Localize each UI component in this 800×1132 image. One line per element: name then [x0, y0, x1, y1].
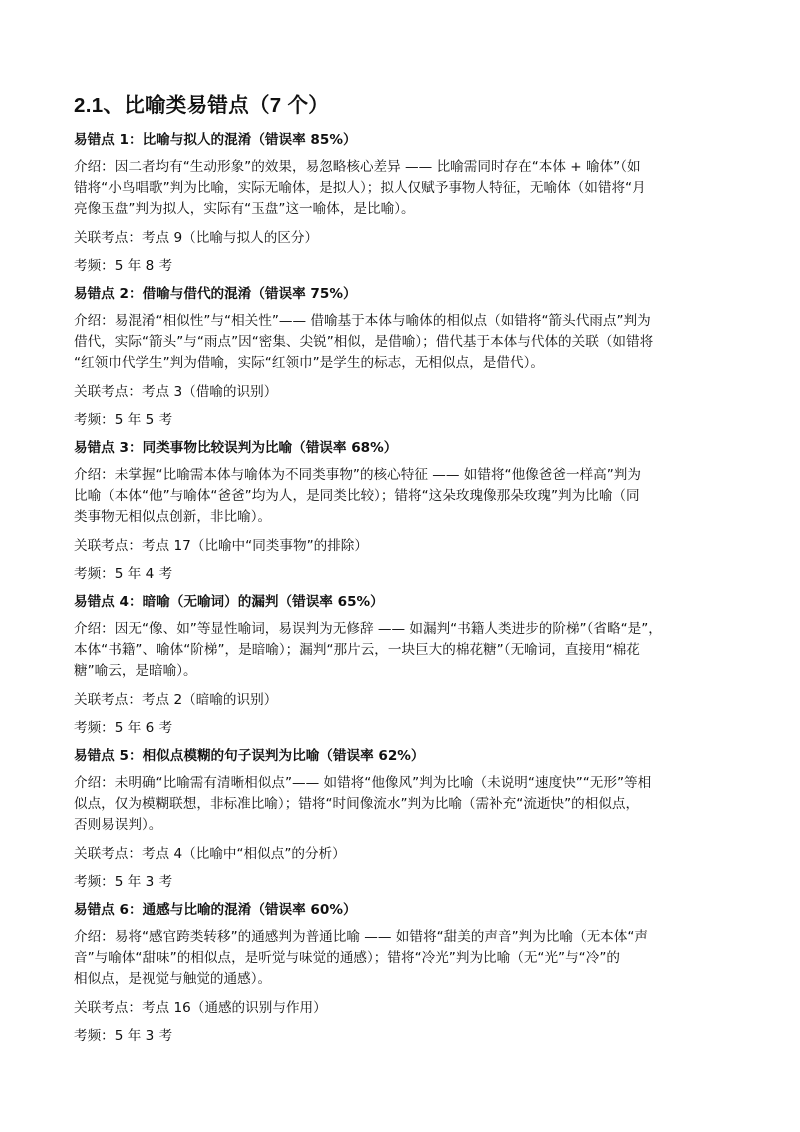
point-related: 关联考点：考点 16（通感的识别与作用） [74, 1000, 327, 1016]
point-related: 关联考点：考点 9（比喻与拟人的区分） [74, 230, 319, 246]
point-title: 易错点 5：相似点模糊的句子误判为比喻（错误率 62%） [74, 748, 425, 764]
point-title: 易错点 3：同类事物比较误判为比喻（错误率 68%） [74, 440, 398, 456]
point-title: 易错点 6：通感与比喻的混淆（错误率 60%） [74, 902, 357, 918]
point-related: 关联考点：考点 3（借喻的识别） [74, 384, 278, 400]
error-point-5 [74, 746, 760, 892]
point-frequency: 考频：5 年 6 考 [74, 720, 173, 736]
point-intro: 介绍：未明确“比喻需有清晰相似点”—— 如错将“他像风”判为比喻（未说明“速度快”“无形”等相 似点，仅为模糊联想，非标准比喻）；错将“时间像流水”判为比喻（需补充“流逝快”的相似点， 否则易误判）。 [74, 775, 652, 833]
point-related: 关联考点：考点 2（暗喻的识别） [74, 692, 278, 708]
error-point-1 [74, 130, 760, 276]
error-point-2 [74, 284, 760, 430]
point-related: 关联考点：考点 4（比喻中“相似点”的分析） [74, 846, 346, 862]
point-related: 关联考点：考点 17（比喻中“同类事物”的排除） [74, 538, 368, 554]
point-title: 易错点 2：借喻与借代的混淆（错误率 75%） [74, 286, 357, 302]
point-intro: 介绍：易将“感官跨类转移”的通感判为普通比喻 —— 如错将“甜美的声音”判为比喻（无本体“声 音”与喻体“甜味”的相似点，是听觉与味觉的通感）；错将“冷光”判为比喻（无“光”与“冷”的 相似点，是视觉与触觉的通感）。 [74, 929, 649, 987]
point-intro: 介绍：未掌握“比喻需本体与喻体为不同类事物”的核心特征 —— 如错将“他像爸爸一样高”判为 比喻（本体“他”与喻体“爸爸”均为人，是同类比较）；错将“这朵玫瑰像那朵玫瑰”判为比喻（同 类事物无相似点创新，非比喻）。 [74, 467, 641, 525]
point-title: 易错点 4：暗喻（无喻词）的漏判（错误率 65%） [74, 594, 384, 610]
point-title: 易错点 1：比喻与拟人的混淆（错误率 85%） [74, 132, 357, 148]
section-title: 2.1、比喻类易错点（7 个） [74, 94, 330, 117]
point-intro: 介绍：因二者均有“生动形象”的效果，易忽略核心差异 —— 比喻需同时存在“本体 + 喻体”（如 错将“小鸟唱歌”判为比喻，实际无喻体，是拟人）；拟人仅赋予事物人特征，无喻体（如错将“月 亮像玉盘”判为拟人，实际有“玉盘”这一喻体，是比喻）。 [74, 159, 646, 217]
point-intro: 介绍：易混淆“相似性”与“相关性”—— 借喻基于本体与喻体的相似点（如错将“箭头代雨点”判为 借代，实际“箭头”与“雨点”因“密集、尖锐”相似，是借喻）；借代基于本体与代体的关联（如错将 “红领巾代学生”判为借喻，实际“红领巾”是学生的标志，无相似点，是借代）。 [74, 313, 654, 371]
error-point-3 [74, 438, 760, 584]
error-point-4 [74, 592, 760, 738]
point-frequency: 考频：5 年 3 考 [74, 1028, 173, 1044]
point-frequency: 考频：5 年 4 考 [74, 566, 173, 582]
point-intro: 介绍：因无“像、如”等显性喻词，易误判为无修辞 —— 如漏判“书籍人类进步的阶梯”（省略“是”， 本体“书籍”、喻体“阶梯”，是暗喻）；漏判“那片云，一块巨大的棉花糖”（无喻词，直接用“棉花 糖”喻云，是暗喻）。 [74, 621, 662, 679]
point-frequency: 考频：5 年 3 考 [74, 874, 173, 890]
point-frequency: 考频：5 年 8 考 [74, 258, 173, 274]
error-point-6 [74, 900, 760, 1046]
point-frequency: 考频：5 年 5 考 [74, 412, 173, 428]
